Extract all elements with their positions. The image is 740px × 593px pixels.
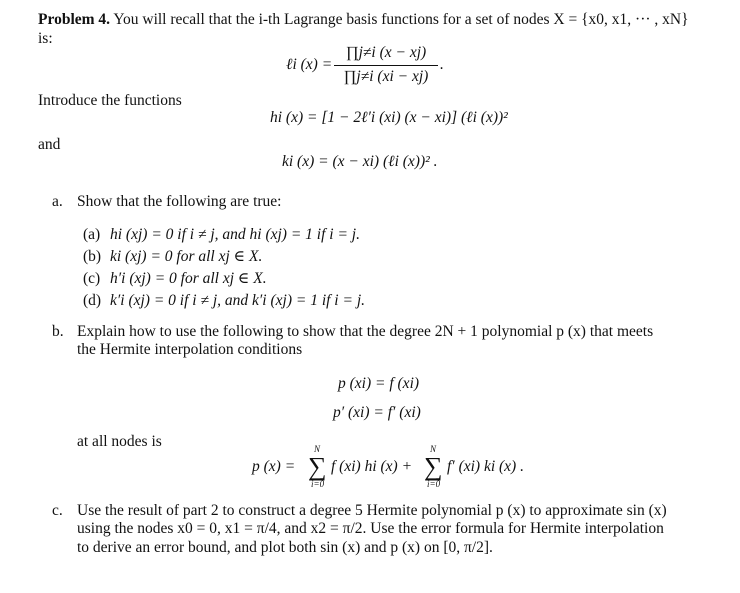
- condition-1: p (xi) = f (xi): [338, 375, 420, 392]
- sum-upper-limit: N: [430, 444, 437, 454]
- part-c-label: c.: [52, 502, 63, 519]
- part-a-item-text: k′i (xj) = 0 if i ≠ j, and k′i (xj) = 1 if i = j.: [110, 292, 366, 309]
- lagrange-numerator: ∏j≠i (x − xj): [345, 44, 427, 61]
- part-c-line-3: to derive an error bound, and plot both sin (x) and p (x) on [0, π/2].: [77, 539, 493, 556]
- hermite-formula-lhs: p (x) =: [252, 458, 296, 475]
- intro-line-1: You will recall that the i-th Lagrange basis functions for a set of nodes X = {x0, x1, ··· , xN}: [113, 11, 689, 28]
- condition-2: p′ (xi) = f′ (xi): [333, 404, 421, 421]
- lagrange-period: .: [440, 56, 444, 73]
- lagrange-lhs: ℓi (x) =: [286, 56, 333, 73]
- and-text: and: [38, 136, 61, 153]
- problem-heading: Problem 4.: [38, 11, 111, 28]
- summation-symbol: ∑: [308, 452, 327, 481]
- hermite-formula-term-2: f′ (xi) ki (x) .: [447, 458, 524, 475]
- part-b-label: b.: [52, 323, 64, 340]
- k-definition: ki (x) = (x − xi) (ℓi (x))² .: [282, 153, 438, 170]
- part-a-item-label: (c): [83, 270, 101, 287]
- part-a-item-label: (d): [83, 292, 102, 309]
- h-definition: hi (x) = [1 − 2ℓ′i (xi) (x − xi)] (ℓi (x))²: [270, 109, 508, 126]
- lagrange-denominator: ∏j≠i (xi − xj): [343, 68, 429, 85]
- part-a-item-text: h′i (xj) = 0 for all xj ∈ X.: [110, 270, 267, 287]
- problem-intro: [38, 11, 689, 29]
- intro-line-2: is:: [38, 30, 53, 47]
- summation-symbol: ∑: [424, 452, 443, 481]
- hermite-formula-term-1: f (xi) hi (x) +: [331, 458, 413, 475]
- part-b-line-2: the Hermite interpolation conditions: [77, 341, 303, 358]
- introduce-text: Introduce the functions: [38, 92, 182, 109]
- part-c-line-2: using the nodes x0 = 0, x1 = π/4, and x2 = π/2. Use the error formula for Hermite interpolation: [77, 520, 664, 537]
- part-a-item-text: hi (xj) = 0 if i ≠ j, and hi (xj) = 1 if i = j.: [110, 226, 360, 243]
- sum-lower-limit: i=0: [311, 479, 325, 489]
- sum-upper-limit: N: [314, 444, 321, 454]
- part-a-text: Show that the following are true:: [77, 193, 282, 210]
- sum-lower-limit: i=0: [427, 479, 441, 489]
- fraction-bar: [334, 65, 438, 66]
- part-b-line-1: Explain how to use the following to show that the degree 2N + 1 polynomial p (x) that meets: [77, 323, 654, 340]
- part-a-label: a.: [52, 193, 63, 210]
- part-a-item-text: ki (xj) = 0 for all xj ∈ X.: [110, 248, 263, 265]
- part-a-item-label: (a): [83, 226, 101, 243]
- at-nodes-text: at all nodes is: [77, 433, 162, 450]
- part-a-item-label: (b): [83, 248, 102, 265]
- part-c-line-1: Use the result of part 2 to construct a degree 5 Hermite polynomial p (x) to approximate sin (x): [77, 502, 667, 519]
